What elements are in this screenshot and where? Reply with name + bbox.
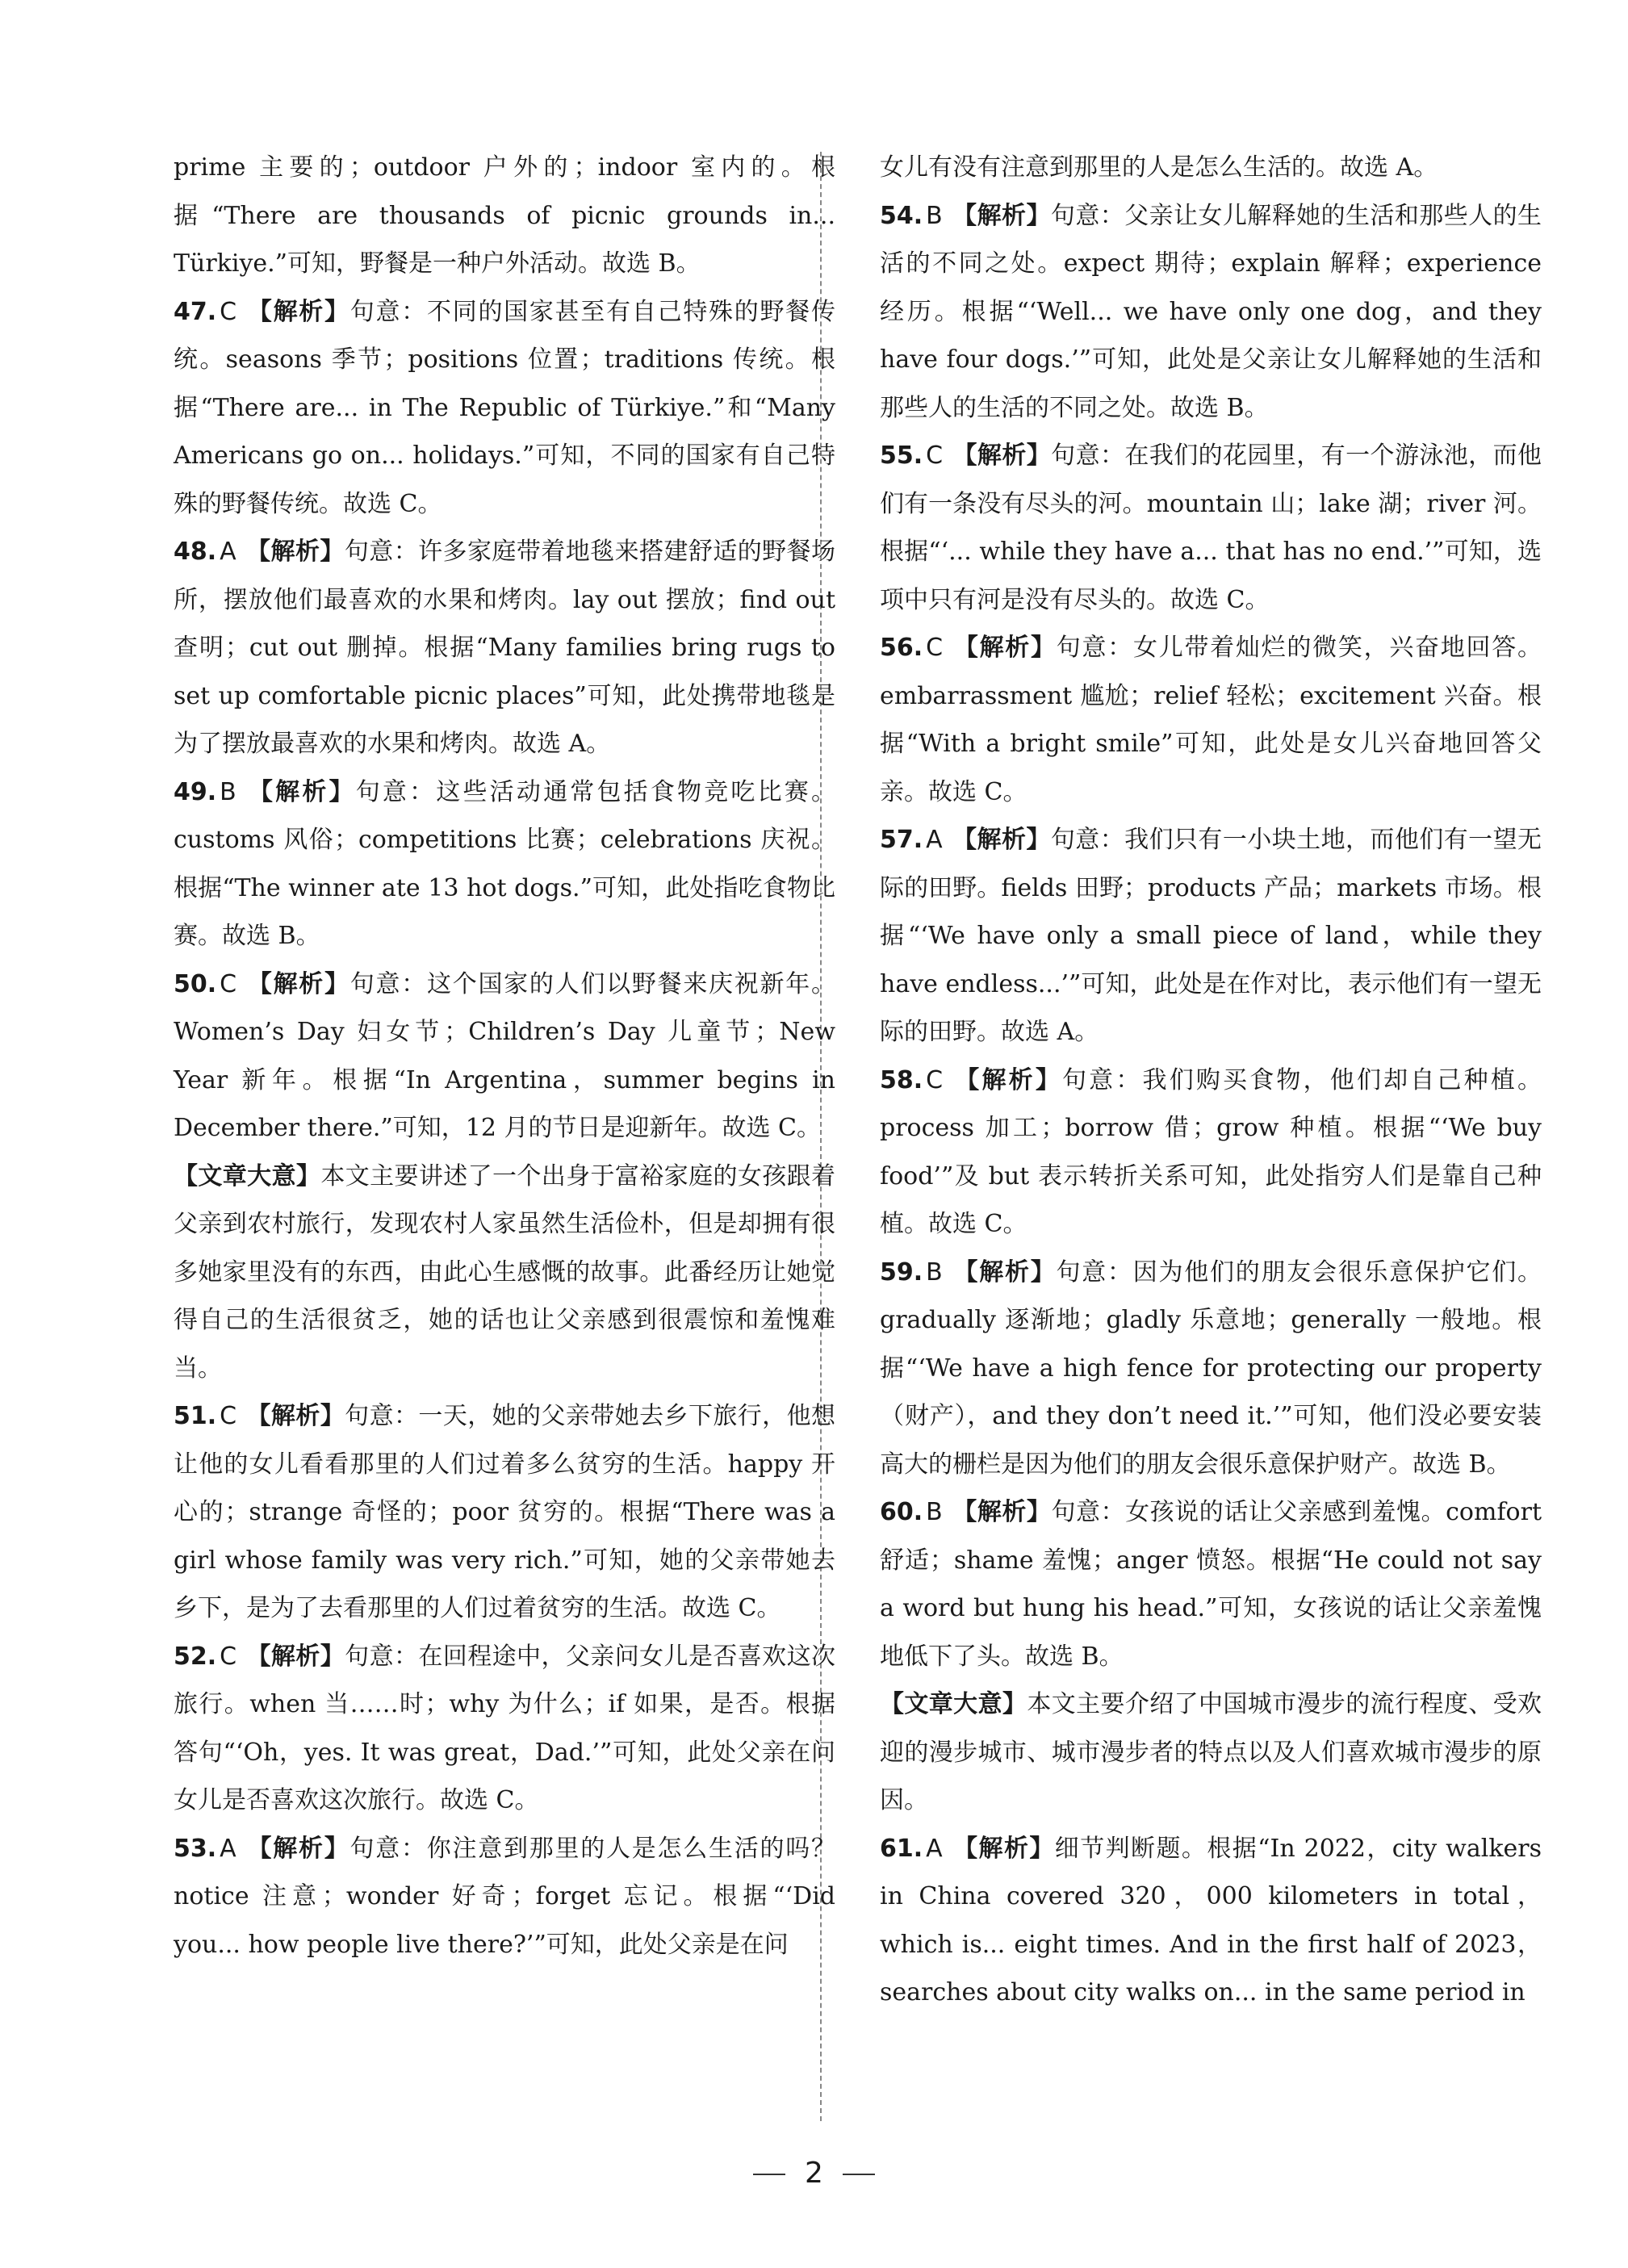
answer-item-60 bbox=[880, 1488, 1542, 1680]
item-text: 句意：这个国家的人们以野餐来庆祝新年。Women’s Day 妇女节；Children’s Day 儿童节；New Year 新年。根据“In Argentina，summer begins in December there.”可知，12 月的节日是迎新年。故选 C。 bbox=[174, 969, 835, 1142]
item-answer: B bbox=[926, 201, 943, 230]
item-number: 54. bbox=[880, 201, 923, 230]
item-text: 句意：父亲让女儿解释她的生活和那些人的生活的不同之处。expect 期待；explain 解释；experience 经历。根据“‘Well... we have only one dog，and they have four dogs.’”可知，此处是父亲让女儿解释她的生活和那些人的生活的不同之处。故选 B。 bbox=[880, 201, 1542, 422]
item-text: 句意：我们只有一小块土地，而他们有一望无际的田野。fields 田野；products 产品；markets 市场。根据“‘We have only a small piece of land，while they have endless...’”可知，此处是在作对比，表示他们有一望无际的田野。故选 A。 bbox=[880, 826, 1542, 1046]
item-number: 53. bbox=[174, 1834, 217, 1863]
answer-item-48 bbox=[174, 528, 835, 768]
item-number: 51. bbox=[174, 1402, 217, 1430]
analysis-tag: 【解析】 bbox=[952, 1498, 1052, 1526]
analysis-tag: 【解析】 bbox=[245, 777, 356, 806]
item-text: 句意：女孩说的话让父亲感到羞愧。comfort 舒适；shame 羞愧；anger 愤怒。根据“He could not say a word but hung his head.”可知，女孩说的话让父亲羞愧地低下了头。故选 B。 bbox=[880, 1498, 1542, 1671]
answer-item-56 bbox=[880, 624, 1542, 816]
analysis-tag: 【解析】 bbox=[246, 297, 350, 326]
analysis-tag: 【解析】 bbox=[952, 1257, 1057, 1287]
item-text: 句意：我们购买食物，他们却自己种植。process 加工；borrow 借；grow 种植。根据“‘We buy food’”及 but 表示转折关系可知，此处指穷人们是靠自己种植。故选 C。 bbox=[880, 1065, 1542, 1238]
item-number: 59. bbox=[880, 1257, 923, 1287]
answer-item-49 bbox=[174, 768, 835, 960]
item-number: 52. bbox=[174, 1642, 217, 1671]
item-number: 61. bbox=[880, 1834, 923, 1863]
answer-item-57 bbox=[880, 816, 1542, 1057]
page-dash-right bbox=[843, 2174, 875, 2175]
analysis-tag: 【解析】 bbox=[952, 634, 1057, 662]
item-number: 60. bbox=[880, 1498, 923, 1526]
answer-item-51 bbox=[174, 1392, 835, 1633]
answer-item-53 bbox=[174, 1825, 835, 1969]
item-text: 句意：女儿带着灿烂的微笑，兴奋地回答。embarrassment 尴尬；relief 轻松；excitement 兴奋。根据“With a bright smile”可知，此处是女儿兴奋地回答父亲。故选 C。 bbox=[880, 634, 1542, 806]
right-intro: 女儿有没有注意到那里的人是怎么生活的。故选 A。 bbox=[880, 153, 1438, 182]
analysis-tag: 【解析】 bbox=[246, 1642, 345, 1671]
item-answer: B bbox=[926, 1257, 943, 1287]
summary-tag: 【文章大意】 bbox=[174, 1161, 321, 1190]
item-answer: B bbox=[220, 777, 236, 806]
item-number: 57. bbox=[880, 826, 923, 854]
analysis-tag: 【解析】 bbox=[245, 1834, 350, 1863]
answer-item-54 bbox=[880, 192, 1542, 433]
analysis-tag: 【解析】 bbox=[952, 1065, 1062, 1094]
item-answer: A bbox=[220, 538, 236, 566]
item-number: 50. bbox=[174, 969, 217, 998]
left-column bbox=[174, 144, 835, 1969]
analysis-tag: 【解析】 bbox=[246, 969, 350, 998]
article-summary bbox=[174, 1153, 835, 1393]
item-text: 句意：在回程途中，父亲问女儿是否喜欢这次旅行。when 当……时；why 为什么；if 如果，是否。根据答句“‘Oh，yes. It was great，Dad.’”可知，此处父亲在问女儿是否喜欢这次旅行。故选 C。 bbox=[174, 1642, 836, 1814]
item-text: 句意：不同的国家甚至有自己特殊的野餐传统。seasons 季节；positions 位置；traditions 传统。根据“There are... in The Republic of Türkiye.”和“Many Americans go on... holidays.”可知，不同的国家有自己特殊的野餐传统。故选 C。 bbox=[174, 297, 835, 518]
item-answer: B bbox=[926, 1498, 943, 1526]
item-answer: C bbox=[220, 1642, 237, 1671]
item-answer: C bbox=[926, 1065, 944, 1094]
article-summary bbox=[880, 1680, 1542, 1825]
item-text: 句意：一天，她的父亲带她去乡下旅行，他想让他的女儿看看那里的人们过着多么贫穷的生活。happy 开心的；strange 奇怪的；poor 贫穷的。根据“There was a girl whose family was very rich.”可知，她的父亲带她去乡下，是为了去看那里的人们过着贫穷的生活。故选 C。 bbox=[174, 1402, 836, 1622]
answer-item-59 bbox=[880, 1249, 1542, 1489]
answer-item-47 bbox=[174, 288, 835, 529]
item-text: 句意：这些活动通常包括食物竞吃比赛。customs 风俗；competitions 比赛；celebrations 庆祝。根据“The winner ate 13 hot dogs.”可知，此处指吃食物比赛。故选 B。 bbox=[174, 777, 836, 950]
item-answer: C bbox=[926, 441, 944, 470]
item-answer: C bbox=[220, 969, 237, 998]
item-number: 48. bbox=[174, 538, 217, 566]
analysis-tag: 【解析】 bbox=[952, 441, 1052, 470]
item-answer: C bbox=[220, 1402, 237, 1430]
item-number: 55. bbox=[880, 441, 923, 470]
item-text: 句意：你注意到那里的人是怎么生活的吗？notice 注意；wonder 好奇；forget 忘记。根据“‘Did you... how people live there?’”可知，此处父亲是在问 bbox=[174, 1834, 836, 1959]
item-number: 58. bbox=[880, 1065, 923, 1094]
summary-text: 本文主要讲述了一个出身于富裕家庭的女孩跟着父亲到农村旅行，发现农村人家虽然生活俭朴，但是却拥有很多她家里没有的东西，由此心生感慨的故事。此番经历让她觉得自己的生活很贫乏，她的话也让父亲感到很震惊和羞愧难当。 bbox=[174, 1161, 836, 1383]
analysis-tag: 【解析】 bbox=[245, 538, 345, 566]
answer-item-55 bbox=[880, 432, 1542, 624]
page-number bbox=[0, 2157, 1628, 2190]
item-answer: A bbox=[220, 1834, 236, 1863]
answer-item-50 bbox=[174, 960, 835, 1153]
item-answer: C bbox=[926, 634, 944, 662]
summary-tag: 【文章大意】 bbox=[880, 1690, 1027, 1718]
analysis-tag: 【解析】 bbox=[246, 1402, 345, 1430]
item-text: 句意：因为他们的朋友会很乐意保护它们。gradually 逐渐地；gladly 乐意地；generally 一般地。根据“‘We have a high fence for protecting our property（财产），and they don’t need it.’”可知，他们没必要安装高大的栅栏是因为他们的朋友会很乐意保护财产。故选 B。 bbox=[880, 1257, 1542, 1479]
analysis-tag: 【解析】 bbox=[952, 826, 1051, 854]
page-dash-left bbox=[753, 2174, 785, 2175]
item-answer: A bbox=[926, 1834, 943, 1863]
item-number: 49. bbox=[174, 777, 217, 806]
item-answer: A bbox=[926, 826, 943, 854]
answer-item-52 bbox=[174, 1633, 835, 1825]
analysis-tag: 【解析】 bbox=[952, 201, 1051, 230]
item-number: 47. bbox=[174, 297, 217, 326]
answer-item-58 bbox=[880, 1057, 1542, 1249]
item-text: 句意：在我们的花园里，有一个游泳池，而他们有一条没有尽头的河。mountain 山；lake 湖；river 河。根据“‘... while they have a... that has no end.’”可知，选项中只有河是没有尽头的。故选 C。 bbox=[880, 441, 1542, 614]
item-text: 句意：许多家庭带着地毯来搭建舒适的野餐场所，摆放他们最喜欢的水果和烤肉。lay out 摆放；find out 查明；cut out 删掉。根据“Many families bring rugs to set up comfortable picnic places”可知，此处携带地毯是为了摆放最喜欢的水果和烤肉。故选 A。 bbox=[174, 538, 836, 758]
analysis-tag: 【解析】 bbox=[952, 1834, 1055, 1863]
right-column bbox=[880, 144, 1542, 2017]
left-intro: prime 主要的；outdoor 户外的；indoor 室内的。根据“There are thousands of picnic grounds in... Türkiye.”可知，野餐是一种户外活动。故选 B。 bbox=[174, 153, 835, 278]
answer-item-61 bbox=[880, 1825, 1542, 2017]
item-number: 56. bbox=[880, 634, 923, 662]
item-answer: C bbox=[220, 297, 237, 326]
item-text: 细节判断题。根据“In 2022，city walkers in China covered 320，000 kilometers in total，which is... eight times. And in the first half of 2023，searches about city walks on... in the same period in bbox=[880, 1834, 1542, 2006]
summary-text: 本文主要介绍了中国城市漫步的流行程度、受欢迎的漫步城市、城市漫步者的特点以及人们喜欢城市漫步的原因。 bbox=[880, 1690, 1542, 1814]
page-number-text: 2 bbox=[805, 2157, 823, 2190]
